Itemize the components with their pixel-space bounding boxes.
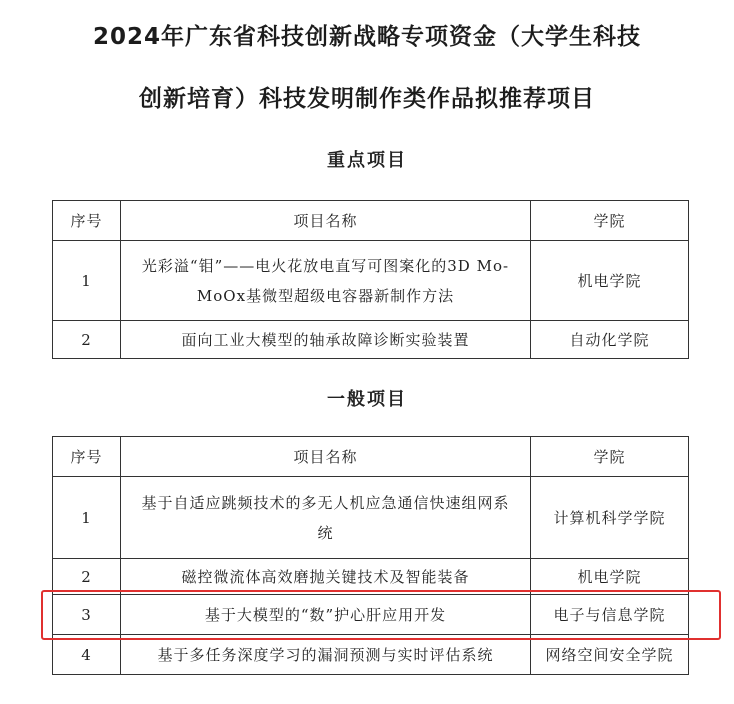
document-title-line2: 创新培育）科技发明制作类作品拟推荐项目 [139, 86, 595, 112]
document-title-line1: 2024年广东省科技创新战略专项资金（大学生科技 [92, 24, 641, 50]
header-number: 序号 [53, 437, 121, 477]
header-project-name: 项目名称 [121, 437, 531, 477]
section-heading-general-projects: 一般项目 [327, 389, 407, 410]
row-college: 机电学院 [531, 241, 689, 321]
row-project-name: 面向工业大模型的轴承故障诊断实验装置 [121, 321, 531, 359]
table-row [53, 241, 689, 321]
table-row [53, 321, 689, 359]
row-number: 2 [53, 559, 121, 595]
key-projects-table [52, 200, 689, 359]
row-college: 机电学院 [531, 559, 689, 595]
header-college: 学院 [531, 201, 689, 241]
table-row [53, 635, 689, 675]
highlight-box [41, 590, 721, 640]
table-row [53, 477, 689, 559]
table-header-row [53, 437, 689, 477]
row-number: 3 [53, 595, 121, 635]
row-college: 网络空间安全学院 [531, 635, 689, 675]
row-number: 1 [53, 477, 121, 559]
row-project-name: 光彩溢“钼”——电火花放电直写可图案化的3D Mo-MoOx基微型超级电容器新制作方法 [121, 241, 531, 321]
header-number: 序号 [53, 201, 121, 241]
row-number: 2 [53, 321, 121, 359]
row-project-name: 基于大模型的“数”护心肝应用开发 [121, 595, 531, 635]
row-college: 计算机科学学院 [531, 477, 689, 559]
header-college: 学院 [531, 437, 689, 477]
row-project-name: 基于自适应跳频技术的多无人机应急通信快速组网系统 [121, 477, 531, 559]
section-heading-key-projects: 重点项目 [327, 150, 407, 171]
row-college: 自动化学院 [531, 321, 689, 359]
table-header-row [53, 201, 689, 241]
row-college: 电子与信息学院 [531, 595, 689, 635]
row-project-name: 基于多任务深度学习的漏洞预测与实时评估系统 [121, 635, 531, 675]
header-project-name: 项目名称 [121, 201, 531, 241]
row-project-name: 磁控微流体高效磨抛关键技术及智能装备 [121, 559, 531, 595]
row-number: 1 [53, 241, 121, 321]
row-number: 4 [53, 635, 121, 675]
